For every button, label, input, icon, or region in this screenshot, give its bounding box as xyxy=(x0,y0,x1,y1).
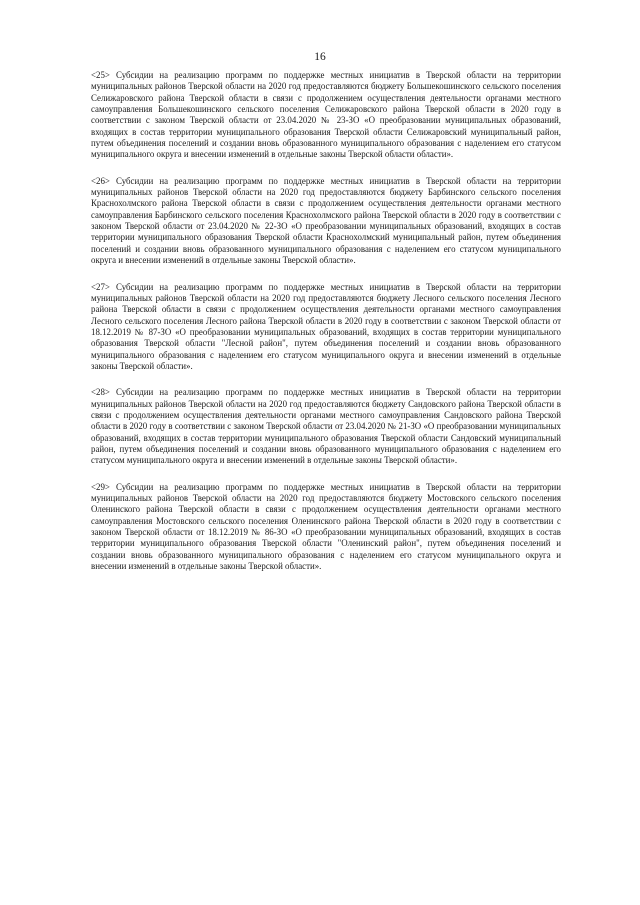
page-number: 16 xyxy=(314,51,326,63)
footnote-29: <29> Субсидии на реализацию программ по поддержке местных инициатив в Тверской области на территории муниципальных районов Тверской области на 2020 год предоставляются бюджету Мостовского сельского поселения Оленинского района Тверской области в связи с продолжением осуществления деятельности органами местного самоуправления Мостовского сельского поселения Оленинского района Тверской области в 2020 году в соответствии с законом Тверской области от 18.12.2019 № 86-ЗО «О преобразовании муниципальных образований, входящих в состав территории муниципального образования Тверской области "Оленинский район", путем объединения поселений и создании вновь образованного муниципального образования с наделением его статусом муниципального округа и внесении изменений в отдельные законы Тверской области». xyxy=(91,481,561,572)
footnote-25: <25> Субсидии на реализацию программ по поддержке местных инициатив в Тверской области на территории муниципальных районов Тверской области на 2020 год предоставляются бюджету Большекошинского сельского поселения Селижаровского района Тверской области в связи с продолжением осуществления деятельности органами местного самоуправления Большекошинского сельского поселения Селижаровского района Тверской области в 2020 году в соответствии с законом Тверской области от 23.04.2020 № 23-ЗО «О преобразовании муниципальных образований, входящих в состав территории муниципального образования Тверской области Селижаровский муниципальный район, путем объединения поселений и создании вновь образованного муниципального образования с наделением его статусом муниципального округа и внесении изменений в отдельные законы Тверской области области». xyxy=(91,70,561,160)
footnotes-body xyxy=(91,70,561,587)
footnote-27: <27> Субсидии на реализацию программ по поддержке местных инициатив в Тверской области на территории муниципальных районов Тверской области на 2020 год предоставляются бюджету Лесного сельского поселения Лесного района Тверской области в связи с продолжением осуществления деятельности органами местного самоуправления Лесного сельского поселения Лесного района Тверской области в 2020 году в соответствии с законом Тверской области от 18.12.2019 № 87-ЗО «О преобразовании муниципальных образований, входящих в состав территории муниципального образования Тверской области "Лесной район", путем объединения поселений и создании вновь образованного муниципального образования с наделением его статусом муниципального округа и внесении изменений в отдельные законы Тверской области». xyxy=(91,281,561,371)
footnote-26: <26> Субсидии на реализацию программ по поддержке местных инициатив в Тверской области на территории муниципальных районов Тверской области на 2020 год предоставляются бюджету Барбинского сельского поселения Краснохолмского района Тверской области в связи с продолжением осуществления деятельности органами местного самоуправления Барбинского сельского поселения Краснохолмского района Тверской области в 2020 году в соответствии с законом Тверской области от 23.04.2020 № 22-ЗО «О преобразовании муниципальных образований, входящих в состав территории муниципального образования Тверской области Краснохолмский муниципальный район, путем объединения поселений и создании вновь образованного муниципального образования с наделением его статусом муниципального округа и внесении изменений в отдельные законы Тверской области». xyxy=(91,175,561,266)
footnote-28: <28> Субсидии на реализацию программ по поддержке местных инициатив в Тверской области на территории муниципальных районов Тверской области на 2020 год предоставляются бюджету Сандовского района Тверской области в связи с продолжением осуществления деятельности органами местного самоуправления Сандовского района Тверской области в 2020 году в соответствии с законом Тверской области от 23.04.2020 № 21-ЗО «О преобразовании муниципальных образований, входящих в состав территории муниципального образования Тверской области Сандовский муниципальный район, путем объединения поселений и создании вновь образованного муниципального образования с наделением его статусом муниципального округа и внесении изменений в отдельные законы Тверской области». xyxy=(91,387,561,466)
